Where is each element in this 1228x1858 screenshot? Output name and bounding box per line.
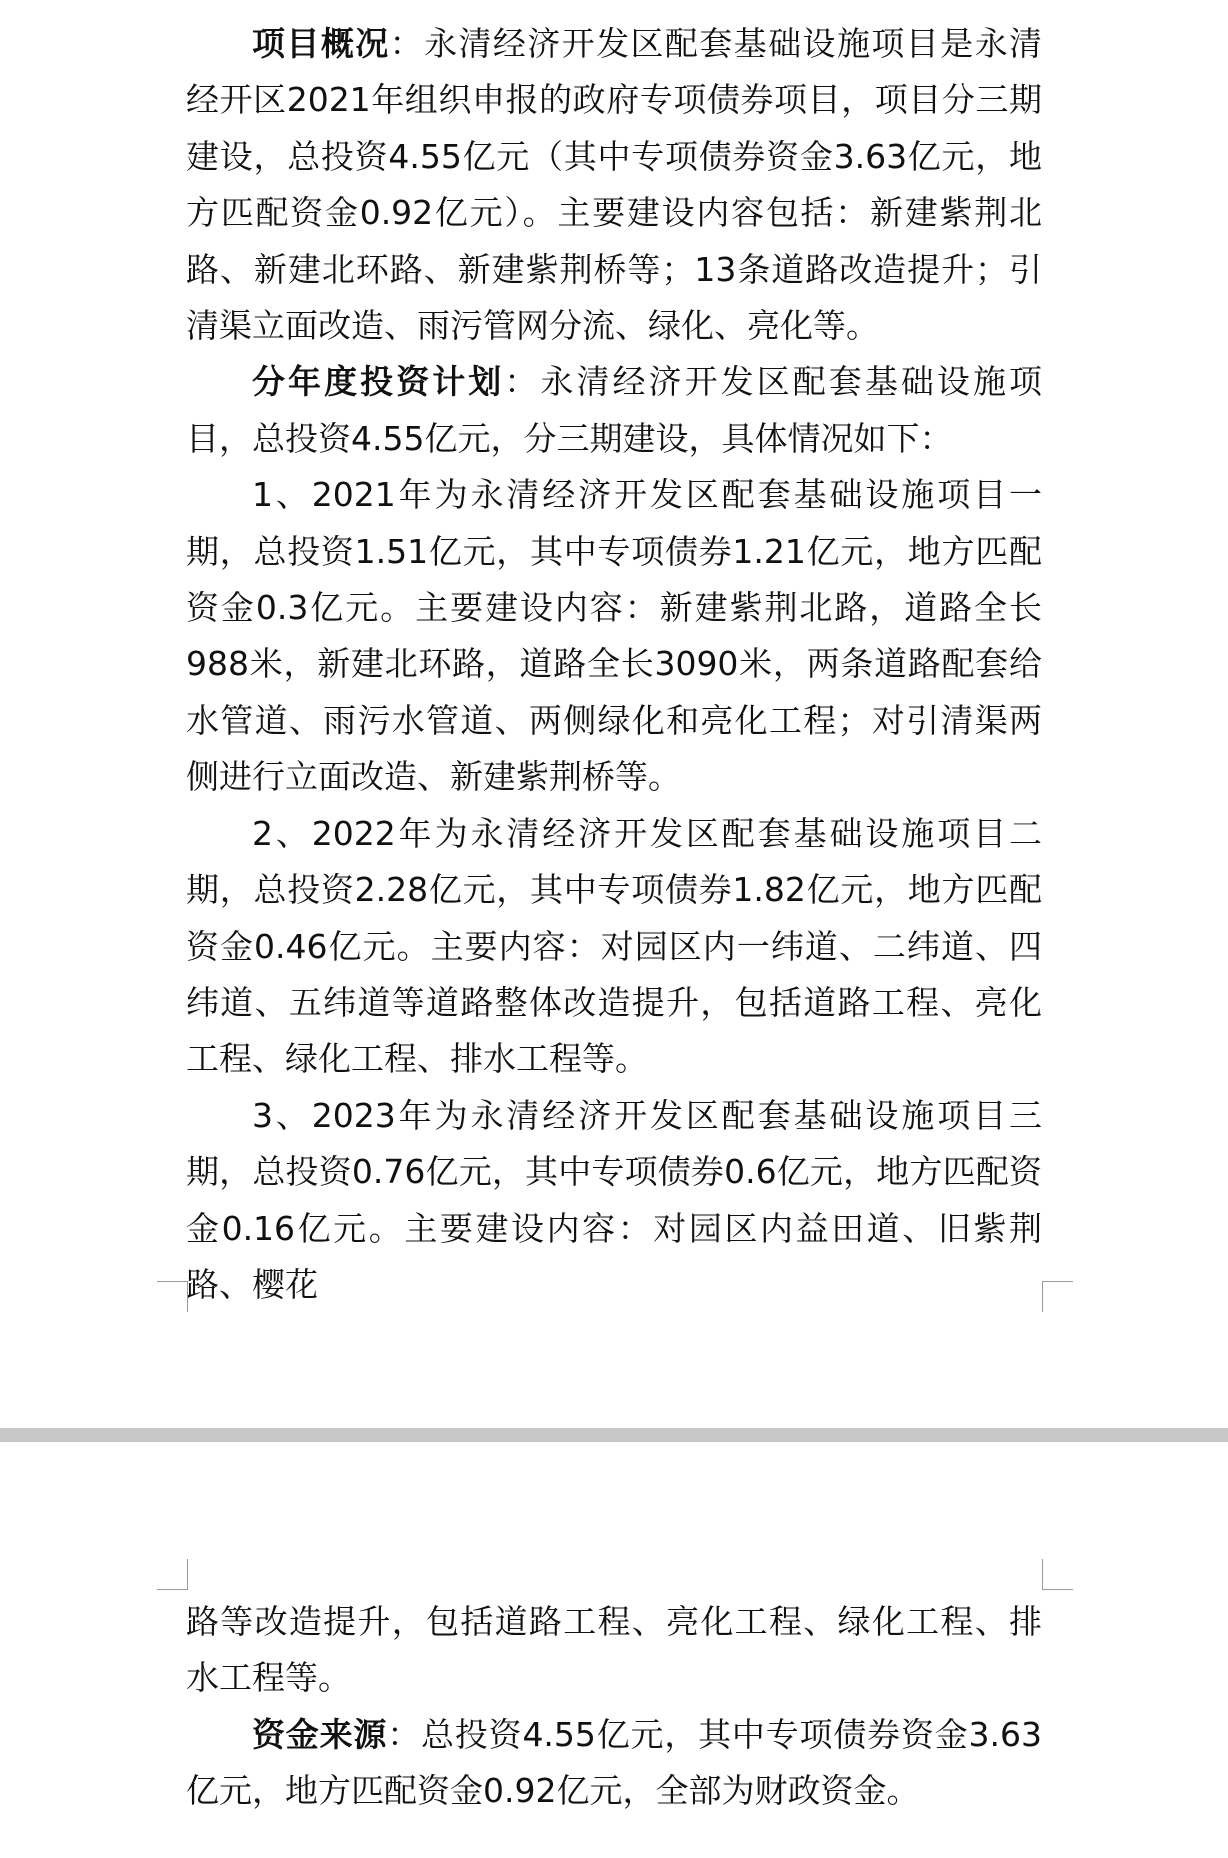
plan-colon: ： bbox=[504, 362, 541, 402]
overview-colon: ： bbox=[389, 24, 425, 63]
plan-paragraph bbox=[186, 354, 1042, 467]
plan-heading: 分年度投资计划 bbox=[252, 362, 505, 402]
page-separator bbox=[0, 1428, 1228, 1442]
overview-text: 永清经济开发区配套基础设施项目是永清经开区2021年组织申报的政府专项债券项目，项目分三期建设，总投资4.55亿元（其中专项债券资金3.63亿元，地方匹配资金0.92亿元）。主要建设内容包括：新建紫荆北路、新建北环路、新建紫荆桥等；13条道路改造提升；引清渠立面改造、雨污管网分流、绿化、亮化等。 bbox=[186, 24, 1043, 346]
page-2-body bbox=[186, 1594, 1042, 1820]
document-page-2 bbox=[0, 1442, 1228, 1858]
plan-text: 永清经济开发区配套基础设施项目，总投资4.55亿元，分三期建设，具体情况如下： bbox=[186, 362, 1043, 458]
margin-corner-bottom-right bbox=[1042, 1281, 1073, 1312]
phase-2-paragraph: 2、2022年为永清经济开发区配套基础设施项目二期，总投资2.28亿元，其中专项债券1.82亿元，地方匹配资金0.46亿元。主要内容：对园区内一纬道、二纬道、四纬道、五纬道等道路整体改造提升，包括道路工程、亮化工程、绿化工程、排水工程等。 bbox=[186, 813, 1042, 1079]
margin-corner-top-right bbox=[1042, 1559, 1073, 1590]
overview-paragraph bbox=[186, 16, 1042, 354]
funding-heading: 资金来源 bbox=[252, 1714, 388, 1754]
funding-colon: ： bbox=[387, 1714, 422, 1754]
phase-1-paragraph: 1、2021年为永清经济开发区配套基础设施项目一期，总投资1.51亿元，其中专项债券1.21亿元，地方匹配资金0.3亿元。主要建设内容：新建紫荆北路，道路全长988米，新建北环路，道路全长3090米，两条道路配套给水管道、雨污水管道、两侧绿化和亮化工程；对引清渠两侧进行立面改造、新建紫荆桥等。 bbox=[186, 475, 1042, 797]
phase-3-paragraph-continued: 路等改造提升，包括道路工程、亮化工程、绿化工程、排水工程等。 bbox=[186, 1602, 1042, 1698]
phase-3-paragraph-start: 3、2023年为永清经济开发区配套基础设施项目三期，总投资0.76亿元，其中专项债券0.6亿元，地方匹配资金0.16亿元。主要建设内容：对园区内益田道、旧紫荆路、樱花 bbox=[186, 1095, 1042, 1304]
funding-text: 总投资4.55亿元，其中专项债券资金3.63亿元，地方匹配资金0.92亿元，全部为财政资金。 bbox=[186, 1714, 1043, 1811]
page-1-body bbox=[186, 16, 1042, 1313]
funding-paragraph bbox=[186, 1707, 1042, 1820]
margin-corner-top-left bbox=[157, 1559, 188, 1590]
margin-corner-bottom-left bbox=[157, 1281, 188, 1312]
overview-heading: 项目概况 bbox=[252, 24, 390, 63]
